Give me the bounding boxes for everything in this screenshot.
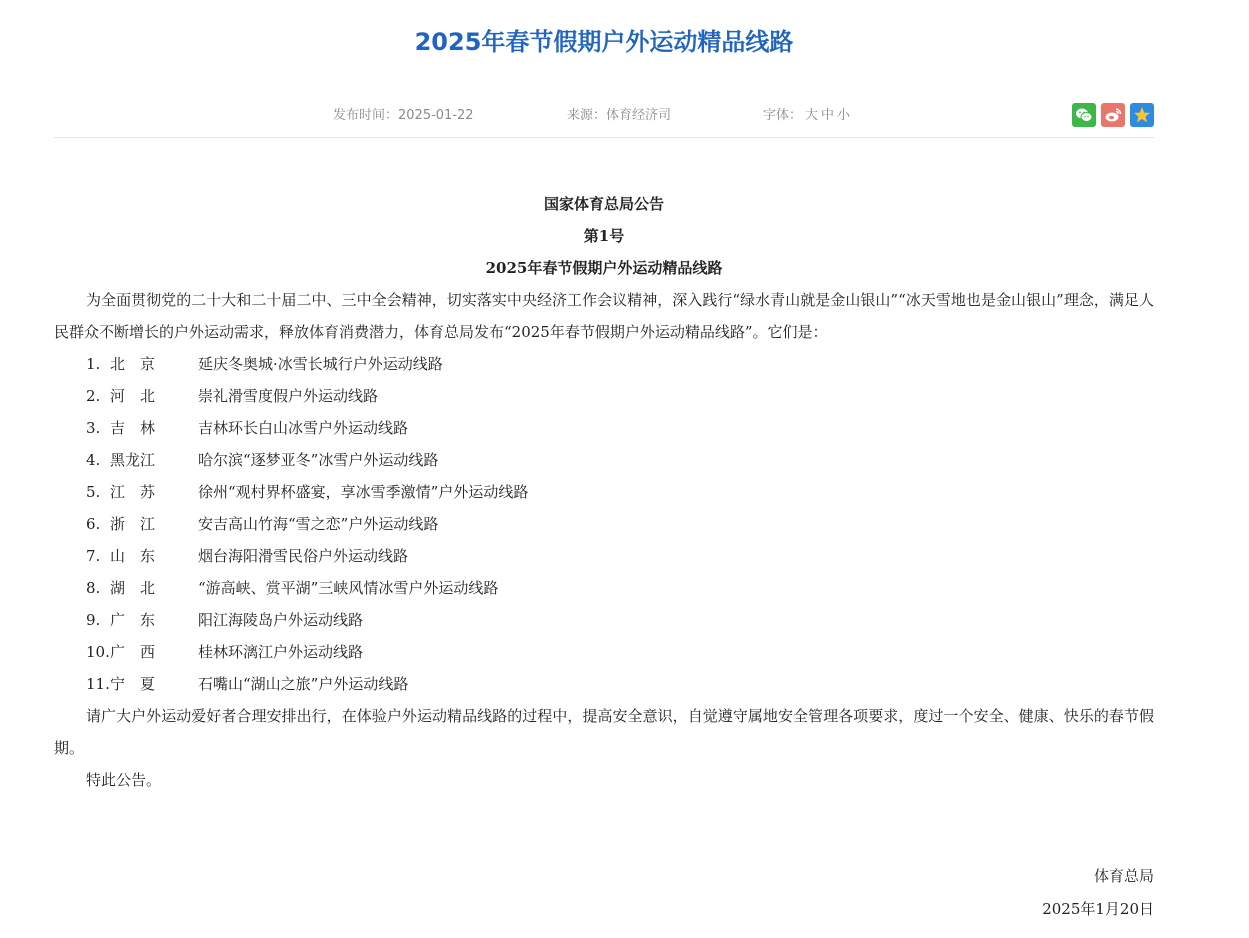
share-weibo-button[interactable]	[1101, 103, 1125, 127]
route-number: 8.	[86, 579, 101, 597]
list-item	[54, 444, 1154, 476]
route-name: 桂林环漓江户外运动线路	[198, 643, 364, 661]
route-number: 3.	[86, 419, 101, 437]
announcement-number: 第1号	[583, 227, 625, 245]
route-number: 2.	[86, 387, 101, 405]
route-number: 4.	[86, 451, 101, 469]
route-name: “游高峡、赏平湖”三峡风情冰雪户外运动线路	[198, 579, 499, 597]
closing-paragraph: 请广大户外运动爱好者合理安排出行，在体验户外运动精品线路的过程中，提高安全意识，自觉遵守属地安全管理各项要求，度过一个安全、健康、快乐的春节假期。	[54, 707, 1154, 757]
list-item	[54, 508, 1154, 540]
route-province: 北 京	[110, 355, 156, 373]
route-number: 11.	[86, 675, 110, 693]
font-small-button[interactable]: 小	[837, 108, 851, 123]
route-number: 9.	[86, 611, 101, 629]
route-province: 吉 林	[110, 419, 156, 437]
route-province: 浙 江	[110, 515, 156, 533]
weibo-icon	[1104, 107, 1122, 123]
article-source: 来源：体育经济司	[567, 108, 672, 123]
route-name: 阳江海陵岛户外运动线路	[198, 611, 364, 629]
list-item	[54, 604, 1154, 636]
share-qzone-button[interactable]	[1130, 103, 1154, 127]
route-name: 吉林环长白山冰雪户外运动线路	[198, 419, 409, 437]
route-province: 广 东	[110, 611, 156, 629]
intro-paragraph: 为全面贯彻党的二十大和二十届二中、三中全会精神，切实落实中央经济工作会议精神，深入践行“绿水青山就是金山银山”“冰天雪地也是金山银山”理念，满足人民群众不断增长的户外运动需求，释放体育消费潜力，体育总局发布“2025年春节假期户外运动精品线路”。它们是：	[54, 291, 1154, 341]
route-number: 10.	[86, 643, 110, 661]
route-province: 黑龙江	[110, 451, 156, 469]
route-province: 宁 夏	[110, 675, 156, 693]
route-list	[54, 348, 1154, 700]
font-large-button[interactable]: 大	[805, 108, 819, 123]
route-number: 6.	[86, 515, 101, 533]
route-province: 湖 北	[110, 579, 156, 597]
font-medium-button[interactable]: 中	[821, 108, 835, 123]
announcement-issuer: 国家体育总局公告	[543, 195, 664, 213]
article-meta	[54, 106, 1154, 126]
route-name: 安吉高山竹海“雪之恋”户外运动线路	[198, 515, 439, 533]
route-province: 广 西	[110, 643, 156, 661]
announce-line: 特此公告。	[86, 771, 162, 789]
article-body	[54, 188, 1154, 796]
list-item	[54, 348, 1154, 380]
route-name: 崇礼滑雪度假户外运动线路	[198, 387, 379, 405]
article-page	[54, 0, 1154, 938]
route-name: 延庆冬奥城·冰雪长城行户外运动线路	[198, 355, 443, 373]
route-name: 石嘴山“湖山之旅”户外运动线路	[198, 675, 409, 693]
signature-organization: 体育总局	[1093, 867, 1154, 885]
route-province: 河 北	[110, 387, 156, 405]
header-divider	[54, 137, 1154, 138]
publish-time: 发布时间：2025-01-22	[333, 108, 474, 123]
list-item	[54, 572, 1154, 604]
signature-date: 2025年1月20日	[1042, 900, 1154, 918]
page-title: 2025年春节假期户外运动精品线路	[414, 28, 794, 56]
list-item	[54, 636, 1154, 668]
route-province: 山 东	[110, 547, 156, 565]
list-item	[54, 476, 1154, 508]
font-size-selector	[763, 106, 850, 126]
route-name: 烟台海阳滑雪民俗户外运动线路	[198, 547, 409, 565]
wechat-icon	[1075, 107, 1093, 123]
share-wechat-button[interactable]	[1072, 103, 1096, 127]
route-number: 5.	[86, 483, 101, 501]
list-item	[54, 412, 1154, 444]
route-number: 1.	[86, 355, 101, 373]
route-number: 7.	[86, 547, 101, 565]
route-name: 徐州“观村界杯盛宴，享冰雪季激情”户外运动线路	[198, 483, 529, 501]
qzone-icon	[1133, 106, 1151, 124]
share-bar	[1072, 103, 1154, 127]
route-province: 江 苏	[110, 483, 156, 501]
list-item	[54, 668, 1154, 700]
route-name: 哈尔滨“逐梦亚冬”冰雪户外运动线路	[198, 451, 439, 469]
list-item	[54, 540, 1154, 572]
list-item	[54, 380, 1154, 412]
announcement-title: 2025年春节假期户外运动精品线路	[485, 259, 723, 277]
font-size-label: 字体：	[763, 108, 803, 123]
